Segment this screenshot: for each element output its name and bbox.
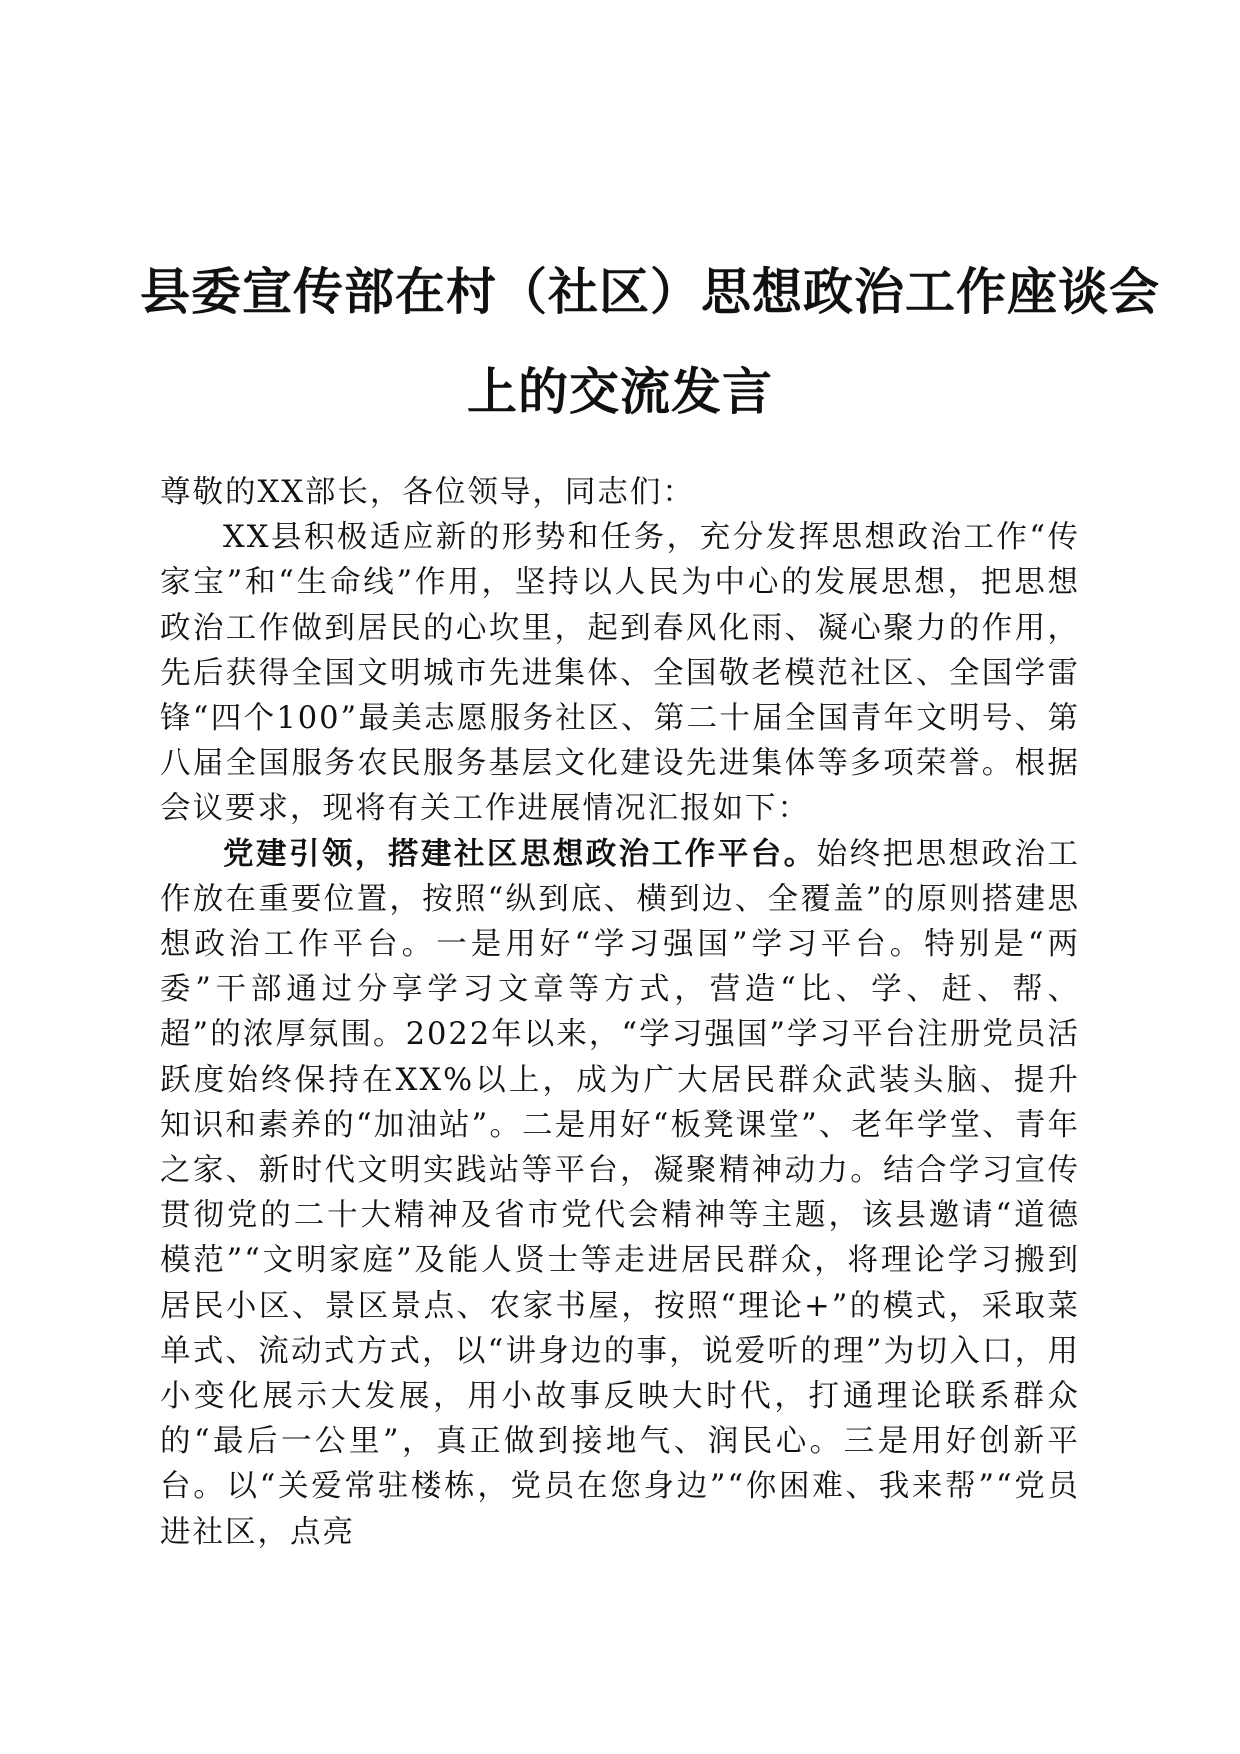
document-title-line2: 上的交流发言: [467, 363, 773, 421]
paragraph-intro: XX县积极适应新的形势和任务，充分发挥思想政治工作“传家宝”和“生命线”作用，坚持以人民为中心的发展思想，把思想政治工作做到居民的心坎里，起到春风化雨、凝心聚力的作用，先后获得全国文明城市先进集体、全国敬老模范社区、全国学雷锋“四个100”最美志愿服务社区、第二十届全国青年文明号、第八届全国服务农民服务基层文化建设先进集体等多项荣誉。根据会议要求，现将有关工作进展情况汇报如下：: [160, 520, 1080, 827]
salutation: 尊敬的XX部长，各位领导，同志们：: [160, 475, 695, 510]
document-body: [160, 470, 1080, 1555]
section1-heading: 党建引领，搭建社区思想政治工作平台。: [223, 836, 817, 872]
document-title-line1: 县委宣传部在村（社区）思想政治工作座谈会: [140, 263, 1160, 321]
section1-text: 始终把思想政治工作放在重要位置，按照“纵到底、横到边、全覆盖”的原则搭建思想政治工作平台。一是用好“学习强国”学习平台。特别是“两委”干部通过分享学习文章等方式，营造“比、学、赶、帮、超”的浓厚氛围。2022年以来，“学习强国”学习平台注册党员活跃度始终保持在XX%以上，成为广大居民群众武装头脑、提升知识和素养的“加油站”。二是用好“板凳课堂”、老年学堂、青年之家、新时代文明实践站等平台，凝聚精神动力。结合学习宣传贯彻党的二十大精神及省市党代会精神等主题，该县邀请“道德模范”“文明家庭”及能人贤士等走进居民群众，将理论学习搬到居民小区、景区景点、农家书屋，按照“理论+”的模式，采取菜单式、流动式方式，以“讲身边的事，说爱听的理”为切入口，用小变化展示大发展，用小故事反映大时代，打通理论联系群众的“最后一公里”，真正做到接地气、润民心。三是用好创新平台。以“关爱常驻楼栋，党员在您身边”“你困难、我来帮”“党员进社区，点亮: [160, 836, 1081, 1550]
paragraph-section1: [160, 832, 1080, 1555]
